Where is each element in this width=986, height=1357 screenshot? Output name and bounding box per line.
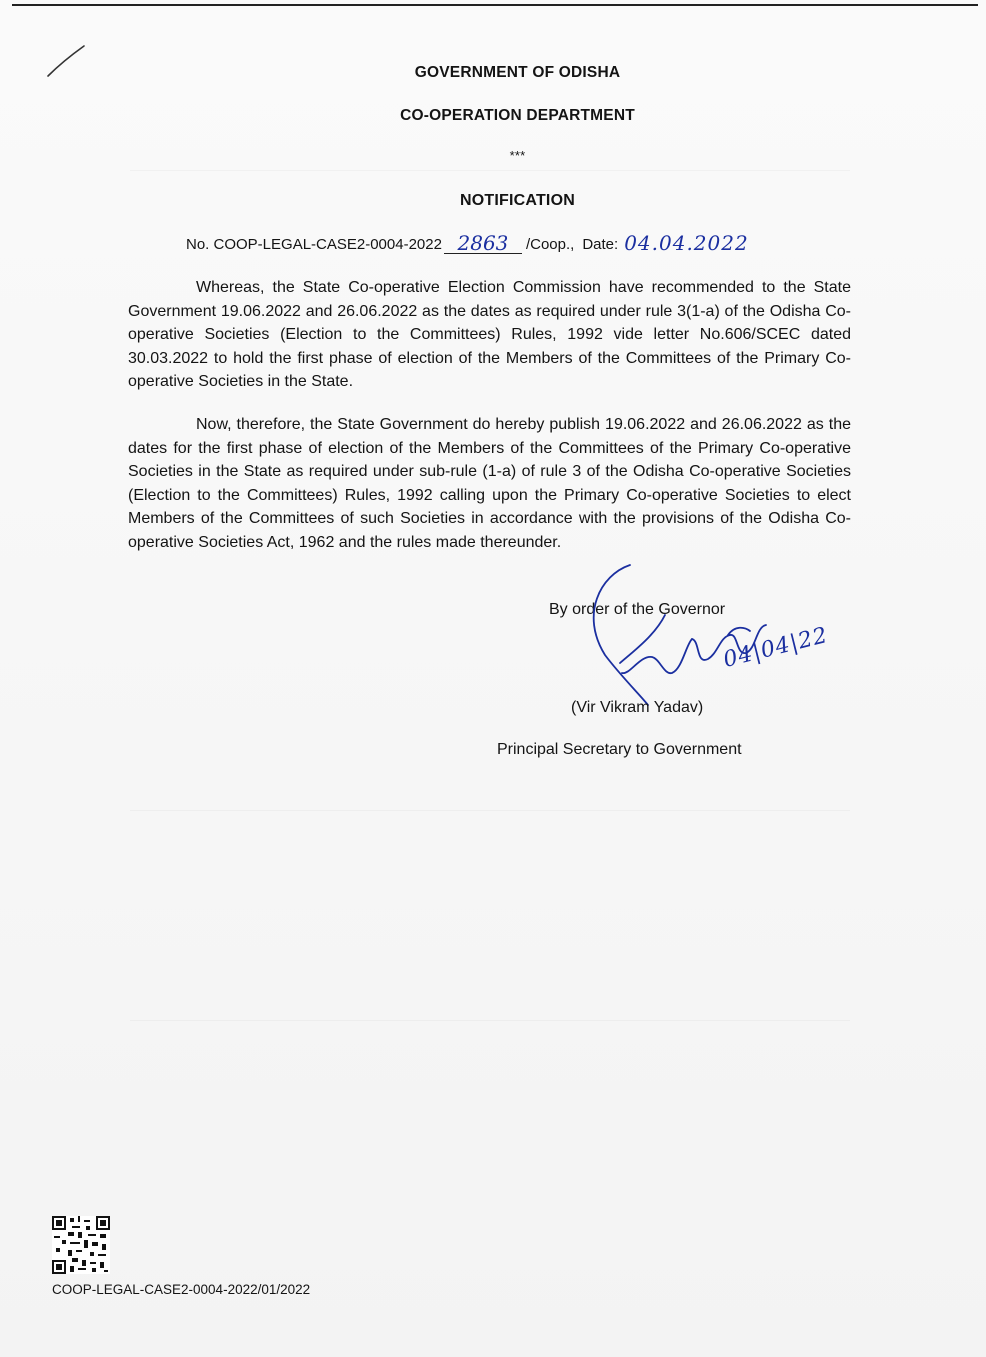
- signature-date: 04|04|22: [720, 622, 831, 673]
- handwritten-reference-number: 2863: [444, 233, 522, 254]
- reference-prefix: No. COOP-LEGAL-CASE2-0004-2022: [186, 236, 442, 253]
- show-through-area-2: [130, 810, 850, 901]
- qr-code-icon: [52, 1216, 110, 1274]
- footer-reference: COOP-LEGAL-CASE2-0004-2022/01/2022: [52, 1282, 311, 1297]
- body-paragraph-2: Now, therefore, the State Government do hereby publish 19.06.2022 and 26.06.2022 as the dates for the first phase of election of the Members of the Committees of the Primary Co-operative Societies in the State as required under sub-rule (1-a) of rule 3 of the Odisha Co-operative Societies (Election to the Committees) Rules, 1992 calling upon the Primary Co-operative Societies to elect Members of the Committees of such Societies in accordance with the provisions of the Odisha Co-operative Societies Act, 1962 and the rules made thereunder.: [128, 416, 851, 551]
- show-through-area-3: [130, 1020, 850, 1141]
- signer-name: (Vir Vikram Yadav): [571, 699, 704, 716]
- government-heading: GOVERNMENT OF ODISHA: [414, 64, 621, 81]
- handwritten-date: 04.04.2022: [624, 231, 749, 255]
- department-heading: CO-OPERATION DEPARTMENT: [400, 107, 635, 124]
- signer-title: Principal Secretary to Government: [497, 741, 742, 758]
- notification-title: NOTIFICATION: [460, 192, 575, 209]
- body-paragraph-1: Whereas, the State Co-operative Election Commission have recommended to the State Government 19.06.2022 and 26.06.2022 as the dates as required under rule 3(1-a) of the Odisha Co-operative Societies (Election to the Committees) Rules, 1992 vide letter No.606/SCEC dated 30.03.2022 to hold the first phase of election of the Members of the Committees of the Primary Co-operative Societies in the State.: [128, 279, 851, 390]
- show-through-area: [130, 170, 850, 241]
- reference-suffix: /Coop.,: [525, 236, 575, 253]
- by-order-line: By order of the Governor: [549, 601, 726, 618]
- date-label: Date:: [582, 236, 619, 253]
- top-edge-line: [12, 4, 978, 6]
- heading-separator: ***: [509, 148, 526, 163]
